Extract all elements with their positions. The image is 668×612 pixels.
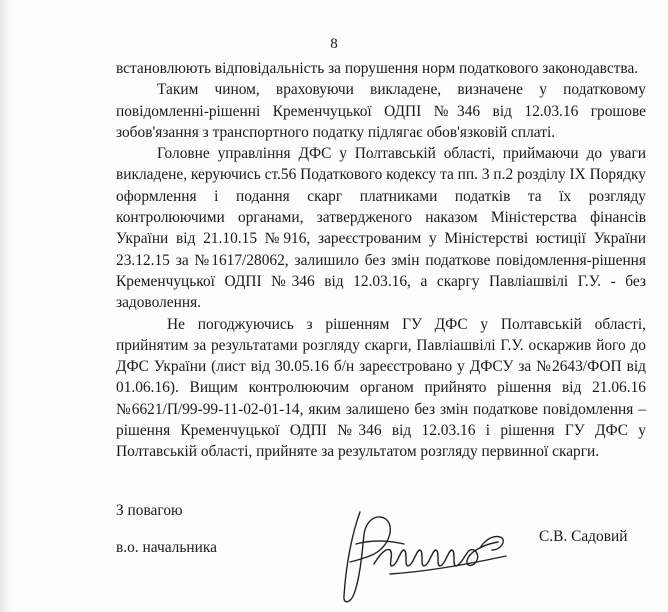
signer-name: С.В. Садовий: [539, 528, 628, 545]
paragraph-appeal: Не погоджуючись з рішенням ГУ ДФС у Полтавській області, прийнятим за результатами розгляду скарги, Павліашвілі Г.У. оскаржив його до ДФС України (лист від 30.05.16 б/н зареєстровано у ДФСУ за №2643/ФОП від 01.06.16). Вищим контролюючим органом прийнято рішення від 21.06.16 №6621/П/99-99-11-02-01-14, яким залишено без змін податкове повідомлення – рішення Кременчуцької ОДПІ №346 від 12.03.16 і рішення ГУ ДФС у Полтавській області, прийняте за результатом розгляду первинної скарги.: [116, 315, 646, 461]
page-number: 8: [330, 36, 338, 52]
letter-body: [116, 58, 646, 463]
signer-position: в.о. начальника: [116, 539, 217, 556]
closing-salutation: З повагою: [116, 502, 183, 519]
scan-edge-shadow: [0, 0, 14, 612]
paragraph-continuation: встановлюють відповідальність за порушення норм податкового законодавства.: [116, 60, 639, 77]
paragraph-conclusion: Таким чином, враховуючи викладене, визначене у податковому повідомленні-рішенні Кременчуцької ОДПІ №346 від 12.03.16 грошове зобов'язання з транспортного податку підлягає обов'язковій сплаті.: [116, 81, 646, 141]
handwritten-signature: [330, 504, 530, 608]
paragraph-decision: Головне управління ДФС у Полтавській області, приймаючи до уваги викладене, керуючись ст.56 Податкового кодексу та пп. 3 п.2 розділу IX Порядку оформлення і подання скарг платниками податків та їх розгляду контролюючими органами, затвердженого наказом Міністерства фінансів України від 21.10.15 №916, зареєстрованим у Міністерстві юстиції України 23.12.15 за №1617/28062, залишило без змін податкове повідомлення-рішення Кременчуцької ОДПІ №346 від 12.03.16, а скаргу Павліашвілі Г.У. - без задоволення.: [116, 145, 646, 312]
